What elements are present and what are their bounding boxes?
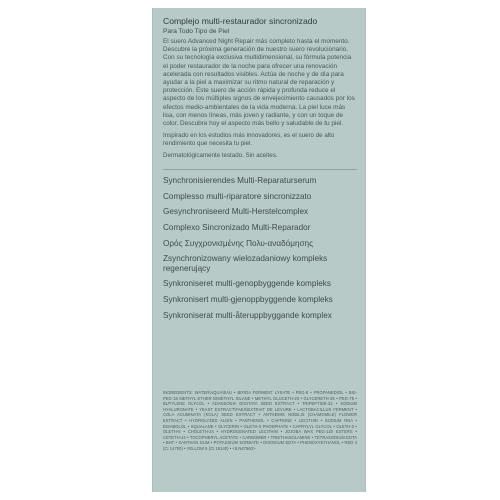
product-title: Complejo multi-restaurador sincronizado — [163, 16, 318, 26]
tested-note: Dermatológicamente testado. Sin aceites. — [163, 152, 278, 160]
translation-sv: Synkroniserat multi-återuppbyggande komplex — [163, 310, 332, 320]
translation-de: Synchronisierendes Multi-Reparaturserum — [163, 176, 317, 186]
translation-nl: Gesynchroniseerd Multi-Herstelcomplex — [163, 207, 309, 217]
box-left-face — [22, 0, 152, 500]
label-panel — [152, 8, 366, 492]
translation-pt: Complexo Sincronizado Multi-Reparador — [163, 223, 311, 233]
translation-el: Ορός Συγχρονισμένης Πολυ-αναδόμησης — [163, 238, 314, 248]
box-right-face — [360, 0, 500, 500]
translation-pl: Zsynchronizowany wielozadaniowy kompleks regenerujący — [163, 254, 328, 273]
translation-it: Complesso multi-riparatore sincronizzato — [163, 191, 312, 201]
inspired-note: Inspirado en los estudios más innovadores, es el suero de alto rendimiento que necesita tu piel. — [163, 132, 335, 148]
section-divider — [163, 169, 357, 170]
translation-da: Synkroniseret multi-genopbyggende kompleks — [163, 279, 331, 289]
product-subtitle: Para Todo Tipo de Piel — [163, 28, 230, 35]
product-description: El suero Advanced Night Repair más completo hasta el momento. Descubre la próxima generación de nuestro suero revolucionario. Con su tecnología exclusiva multidimensional, su fórmula potencia el poder restaurador de la noche para ofrecer una renovación acelerada con resultados visibles. Actúa de noche y de día para ayudar a la piel a maximizar su ritmo natural de reparación y protección. Este suero de acción rápida y profunda reduce el aspecto de los múltiples signos de envejecimiento causados por los efectos medio-ambientales de la vida moderna. La piel luce más lisa, con menos líneas, más joven y radiante, y con un toque de color. Descubre hoy el aspecto más bello y saludable de tu piel. — [163, 38, 355, 128]
ingredients-list: INGREDIENTS: WATER\AQUA\EAU • BIFIDA FERMENT LYSATE • PEG-8 • PROPANEDIOL • BIS-PEG-18 METHYL ETHER DIMETHYL SILANE • METHYL GLUCETH-20 • GLYCERETH-26 • PEG-75 • BUTYLENE GLYCOL • ADANSONIA DIGITATA SEED EXTRACT • TRIPEPTIDE-32 • SODIUM HYALURONATE • YEAST EXTRACT\FAEX\EXTRAIT DE LEVURE • LACTOBACILLUS FERMENT • COLA ACUMINATA (KOLA) SEED EXTRACT • ANTHEMIS NOBILIS (CHAMOMILE) FLOWER EXTRACT • HYDROLYZED ALGIN • PANTHENOL • CAFFEINE • LECITHIN • SODIUM RNA • BISABOLOL • SQUALANE • GLYCERIN • OLETH-3 PHOSPHATE • CAPRYLYL GLYCOL • OLETH-3 • OLETH-5 • CHOLETH-24 • HYDROGENATED LECITHIN • JOJOBA WAX PEG-120 ESTERS • CETETH-24 • TOCOPHERYL ACETATE • CARBOMER • TRIETHANOLAMINE • TETRASODIUM EDTA • BHT • XANTHAN GUM • POTASSIUM SORBATE • DISODIUM EDTA • PHENOXYETHANOL • RED 4 (CI 14700) • YELLOW 5 (CI 19140) • <ILN47560> — [163, 390, 357, 451]
translation-no: Synkronisert multi-gjenoppbyggende kompleks — [163, 294, 333, 304]
